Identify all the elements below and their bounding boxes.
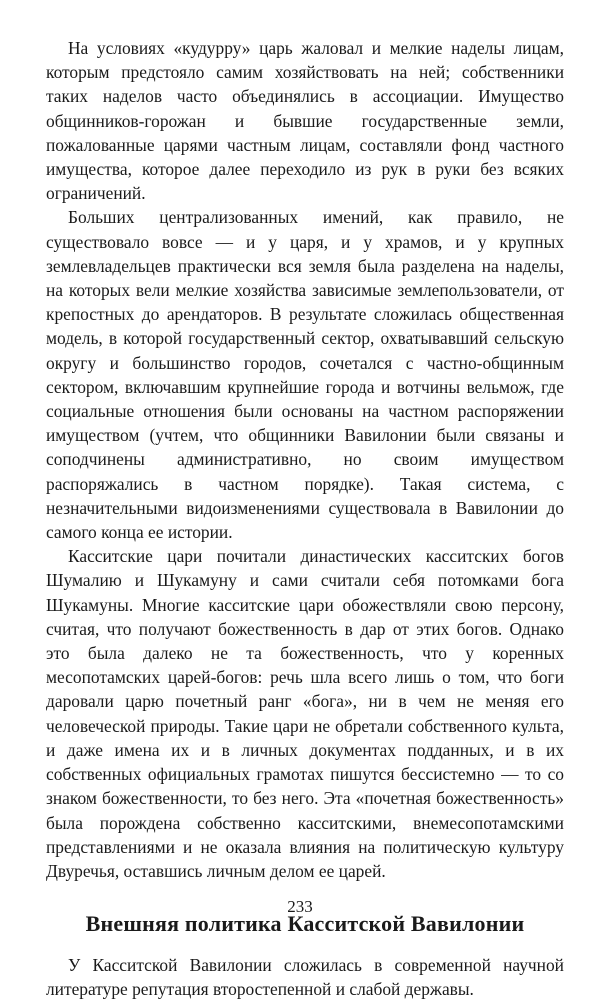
page-number: 233 <box>287 897 313 916</box>
paragraph-kassite-kings: Касситские цари почитали династических касситских богов Шумалию и Шукамуну и сами считали себя потомками бога Шукамуны. Многие касситские цари обожествляли свою персону, считая, что получают божественность в дар от этих богов. Однако это была далеко не та божественность, что у коренных месопотамских царей-богов: речь шла всего лишь о том, что боги даровали царю почетный ранг «бога», ни в чем не меняя его человеческой природы. Такие цари не обретали собственного культа, и даже имена их и в личных документах подданных, и в их собственных официальных грамотах пишутся бессистемно — то со знаком божественности, то без него. Эта «почетная божественность» была порождена собственно касситскими, внемесопотамскими представлениями и не оказала влияния на политическую культуру Двуречья, оставшись личным делом ее царей. <box>46 546 564 881</box>
paragraph-foreign-policy: У Касситской Вавилонии сложилась в современной научной литературе репутация второстепенной и слабой державы. <box>46 955 564 1000</box>
paragraph-kudurru: На условиях «кудурру» царь жаловал и мелкие наделы лицам, которым предстояло самим хозяйствовать на ней; собственники таких наделов часто объединялись в ассоциации. Имущество общинников-горожан и бывшие государственные земли, пожалованные царями частным лицам, составляли фонд частного имущества, которое далее переходило из рук в руки без всяких ограничений. <box>46 38 564 204</box>
paragraph-estates: Больших централизованных имений, как правило, не существовало вовсе — и у царя, и у храмов, и у крупных землевладельцев практически вся земля была разделена на наделы, на которых вели мелкие хозяйства зависимые землепользователи, от крепостных до арендаторов. В результате сложилась общественная модель, в которой государственный сектор, охватывавший сельскую округу и большинство городов, сочетался с частно-общинным сектором, включавшим крупнейшие города и вотчины вельмож, где социальные отношения были основаны на частном распоряжении имуществом (учтем, что общинники Вавилонии были связаны и соподчинены административно, но своим имуществом распоряжались в частном порядке). Такая система, с незначительными видоизменениями существовала в Вавилонии до самого конца ее истории. <box>46 207 564 543</box>
page-body <box>46 36 564 1002</box>
section-heading: Внешняя политика Касситской Вавилонии <box>85 911 525 937</box>
